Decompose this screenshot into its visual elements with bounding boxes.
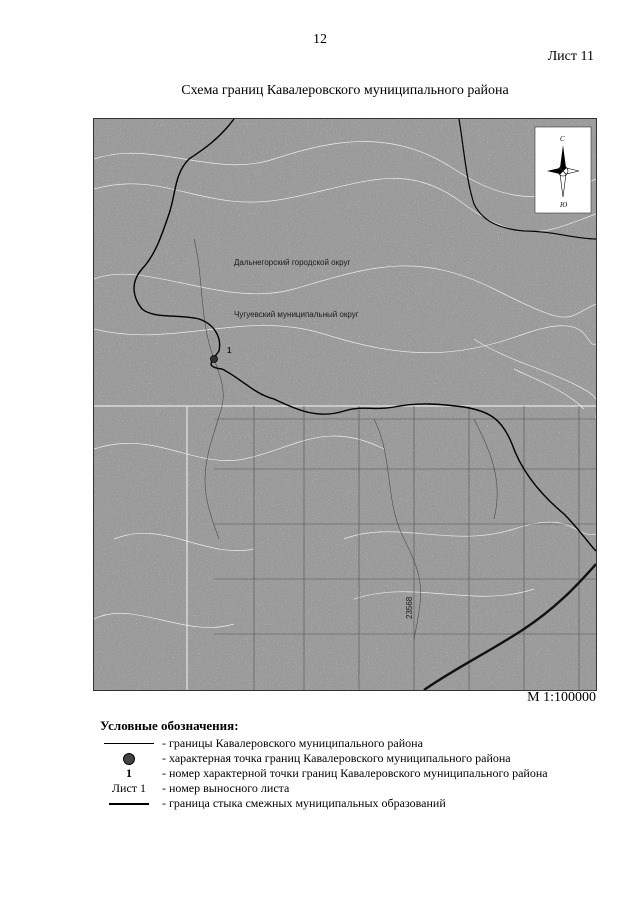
legend-item-text: - номер характерной точки границ Кавалеровского муниципального района [162, 766, 548, 780]
district-label-south: Чугуевский муниципальный округ [234, 310, 359, 319]
grid-number-label: 23568 [405, 596, 414, 619]
compass-north-label: С [560, 135, 565, 143]
legend-item-text: - границы Кавалеровского муниципального района [162, 736, 423, 750]
legend-item-text: - номер выносного листа [162, 781, 290, 795]
terrain-texture [94, 119, 596, 690]
legend-item-sheet [100, 781, 620, 796]
legend-item-text: - характерная точка границ Кавалеровского муниципального района [162, 751, 511, 765]
legend-heading: Условные обозначения: [100, 718, 239, 733]
legend-item-adjacent-boundary [100, 796, 620, 811]
legend-symbol-thick-line [100, 803, 158, 805]
topographic-map [94, 119, 596, 690]
map-title: Схема границ Кавалеровского муниципального района [181, 83, 509, 98]
characteristic-point-marker [211, 356, 218, 363]
legend-symbol-thin-line [100, 743, 158, 744]
legend-symbol-number: 1 [126, 766, 132, 780]
map-frame [93, 118, 597, 691]
legend-symbol-dot [100, 753, 158, 765]
legend-item-boundary [100, 736, 620, 751]
legend-item-point [100, 751, 620, 766]
legend-item-point-number [100, 766, 620, 781]
characteristic-point-number: 1 [227, 346, 232, 355]
legend-symbol-sheet: Лист 1 [111, 781, 147, 795]
map-scale: М 1:100000 [527, 690, 596, 705]
legend-item-text: - граница стыка смежных муниципальных образований [162, 796, 446, 810]
compass-south-label: Ю [560, 201, 568, 209]
sheet-label: Лист 11 [547, 49, 594, 64]
legend [100, 718, 620, 811]
page-number: 12 [313, 32, 327, 47]
district-label-north: Дальнегорский городской округ [234, 258, 351, 267]
